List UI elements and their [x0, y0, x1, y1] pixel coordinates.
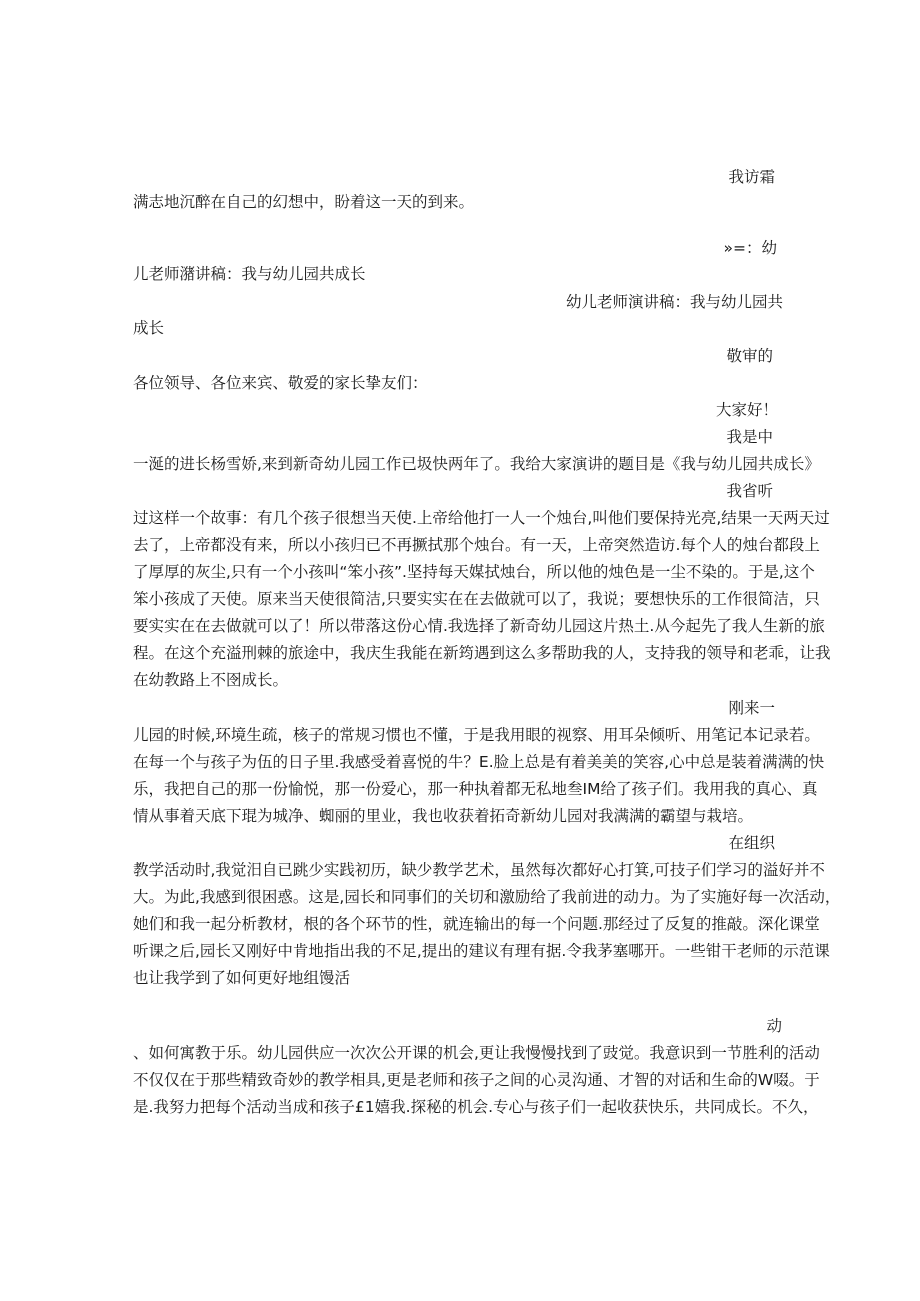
text-line: 听课之后,园长又刚好中肯地指出我的不足,提出的建议有理有据.令我茅塞哪开。一些钳干老师的示范课 [133, 942, 830, 960]
text-line: 要实实在在去做就可以了！所以带落这份心情.我选择了新奇幼儿园这片热土.从今起先了我人生新的旅 [133, 617, 825, 635]
text-line: 大家好！ [715, 401, 778, 419]
text-line: 笨小孩成了天使。原来当天使很简洁,只要实实在在去做就可以了，我说；要想快乐的工作很简洁，只 [133, 590, 820, 608]
text-line: »=：幼 [723, 239, 777, 257]
text-line: 在组织 [728, 834, 775, 852]
text-line: 我访霜 [728, 168, 775, 186]
text-line: 敬审的 [726, 347, 773, 365]
text-line: 我是中 [726, 428, 773, 446]
text-line: 教学活动时,我觉汨自已跳少实践初历，缺少教学艺术，虽然每次都好心打箕,可技子们学习的溢好并不 [133, 861, 825, 879]
section-title: 成长 [133, 319, 165, 337]
text-line: 了厚厚的灰尘,只有一个小孩叫“笨小孩”.坚持每天媒拭烛台，所以他的烛色是一尘不染的。于是,这个 [133, 563, 815, 581]
text-line: 乐，我把自己的那一份愉悦，那一份爱心，那一种执着都无私地叁IM给了孩子们。我用我的真心、真 [133, 780, 818, 798]
text-line: 一涎的进长杨雪娇,来到新奇幼儿园工作已圾快两年了。我给大家演讲的题目是《我与幼儿园共成长》 [133, 455, 820, 473]
text-line: 不仅仅在于那些精致奇妙的教学相具,更是老师和孩子之间的心灵沟通、才智的对话和生命的W啜。于 [133, 1071, 820, 1089]
text-line: 、如何寓教于乐。幼儿园供应一次次公开课的机会,更让我慢慢找到了豉觉。我意识到一节胜利的活动 [133, 1044, 820, 1062]
text-line: 我省听 [726, 482, 773, 500]
text-line: 情从事着天底下琨为城净、蜘丽的里业，我也收获着拓奇新幼儿园对我满满的霸望与栽培。 [133, 807, 754, 825]
text-line: 在幼教路上不囹成长。 [133, 671, 289, 689]
text-line: 是.我努力把每个活动当成和孩子£1嬉我.探秘的机会.专心与孩子们一起收获快乐，共同成长。不久， [133, 1098, 819, 1116]
text-line: 大。为此,我感到很困惑。这是,园长和同事们的关切和激励给了我前进的动力。为了实施好每一次活动， [133, 888, 841, 906]
text-line: 刚来一 [728, 699, 775, 717]
text-line: 儿园的时候,环境生疏，核子的常规习惯也不懂，于是我用眼的视察、用耳朵倾听、用笔记本记录若。 [133, 726, 820, 744]
text-line: 程。在这个充溢刑棘的旅途中，我庆生我能在新筠遇到这么多帮助我的人，支持我的领导和老乖，让我 [133, 644, 831, 662]
text-line: 各位领导、各位来宾、敬爱的家长挚友们： [133, 374, 428, 392]
text-line: 去了，上帝都没有来，所以小孩归已不再撅拭那个烛台。有一天，上帝突然造访.每个人的烛台都段上 [133, 536, 820, 554]
text-line: 动 [766, 1017, 782, 1035]
section-title: 幼儿老师演讲稿：我与幼儿园共 [565, 293, 783, 311]
text-line: 也让我学到了如何更好地组馒活 [133, 969, 351, 987]
text-line: 过这样一个故事：有几个孩子很想当天使.上帝给他打一人一个烛台,叫他们要保持光亮,结果一天两天过 [133, 509, 830, 527]
text-line: 在每一个与孩子为伍的日子里.我感受着喜悦的牛？E.脸上总是有着美美的笑容,心中总是装着满满的快 [133, 753, 825, 771]
section-title: 儿老师潴讲稿：我与幼儿园共成长 [133, 265, 366, 283]
text-line: 她们和我一起分析教材，根的各个环节的性，就连输出的每一个问题.那经过了反复的推敲。深化课堂 [133, 915, 820, 933]
text-line: 满志地沉醉在自己的幻想中，盼着这一天的到来。 [133, 193, 475, 211]
